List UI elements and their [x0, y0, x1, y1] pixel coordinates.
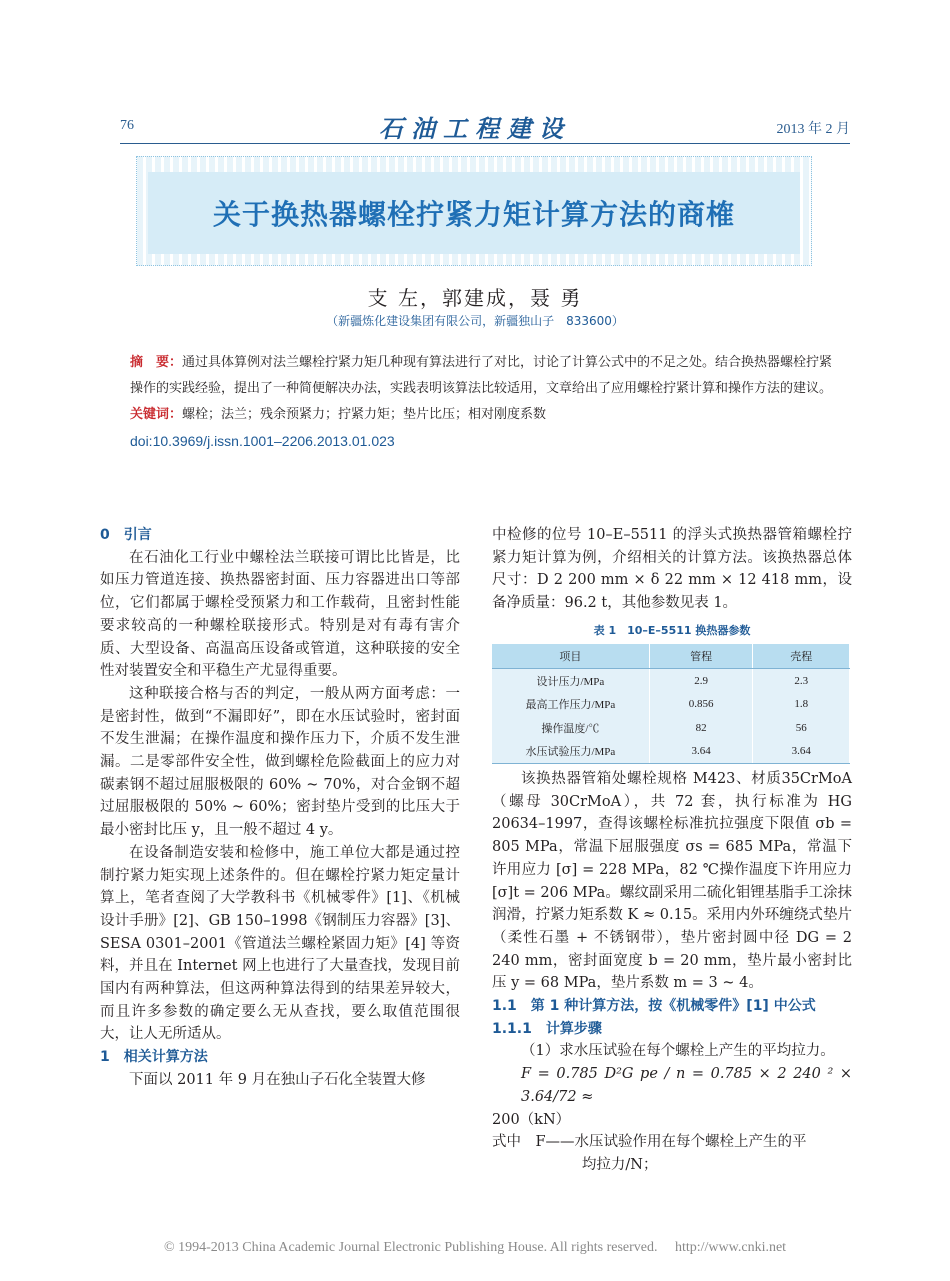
journal-name: 石油工程建设 [379, 114, 571, 143]
right-column-bottom [492, 768, 852, 1177]
table-header-cell: 项目 [492, 644, 649, 669]
paragraph: 在石油化工行业中螺栓法兰联接可谓比比皆是，比如压力管道连接、换热器密封面、压力容器进出口等部位，它们都属于螺栓受预紧力和工作载荷，且密封性能要求较高的一种螺栓联接形式。特别是对有毒有害介质、大型设备、高温高压设备或管道，这种联接的安全性对装置安全和平稳生产尤显得重要。 [100, 549, 460, 680]
formula-result: 200（kN） [492, 1111, 571, 1128]
table-header-row [492, 644, 850, 669]
table-cell: 0.856 [649, 693, 753, 717]
table-cell: 最高工作压力/MPa [492, 693, 649, 717]
table-cell: 1.8 [753, 693, 850, 717]
table-caption: 表 1 10–E–5511 换热器参数 [593, 624, 751, 637]
where-clause: 式中 F——水压试验作用在每个螺栓上产生的平 [492, 1134, 807, 1151]
table-cell: 水压试验压力/MPa [492, 740, 649, 764]
paragraph: 中检修的位号 10–E–5511 的浮头式换热器管箱螺栓拧紧力矩计算为例，介绍相关的计算方法。该换热器总体尺寸：D 2 200 mm × δ 22 mm × 12 418 mm，设备净质量：96.2 t，其他参数见表 1。 [492, 527, 852, 612]
affiliation: （新疆炼化建设集团有限公司，新疆独山子 833600） [326, 314, 624, 328]
table-cell: 操作温度/℃ [492, 716, 649, 740]
table-header-cell: 壳程 [753, 644, 850, 669]
doi-link[interactable]: doi:10.3969/j.issn.1001–2206.2013.01.023 [130, 433, 395, 449]
subsection-heading: 1.1 第 1 种计算方法，按《机械零件》[1] 中公式 [492, 998, 816, 1015]
authors: 支 左，郭建成，聂 勇 [367, 286, 583, 310]
table-cell: 56 [753, 716, 850, 740]
right-column-top [492, 524, 852, 615]
table-row [492, 740, 850, 764]
abstract [130, 350, 840, 402]
abstract-text: 通过具体算例对法兰螺栓拧紧力矩几种现有算法进行了对比，讨论了计算公式中的不足之处。结合换热器螺栓拧紧操作的实践经验，提出了一种简便解决办法，实践表明该算法比较适用，文章给出了应用螺栓拧紧计算和操作方法的建议。 [130, 355, 833, 396]
abstract-label: 摘 要： [130, 355, 183, 370]
table-cell: 3.64 [649, 740, 753, 764]
copyright-footer: © 1994-2013 China Academic Journal Electronic Publishing House. All rights reserved. http://www.cnki.net [163, 1240, 787, 1255]
title-box [148, 172, 800, 254]
keywords-text: 螺栓；法兰；残余预紧力；拧紧力矩；垫片比压；相对刚度系数 [182, 407, 547, 422]
section-heading-intro: 0 引言 [100, 527, 152, 543]
table-row [492, 693, 850, 717]
issue-date: 2013 年 2 月 [776, 122, 850, 137]
where-clause-cont: 均拉力/N； [581, 1156, 658, 1173]
keywords-label: 关键词： [130, 407, 183, 422]
table-row [492, 716, 850, 740]
page-number: 76 [120, 118, 134, 133]
section-heading-methods: 1 相关计算方法 [100, 1049, 208, 1066]
paragraph: 这种联接合格与否的判定，一般从两方面考虑：一是密封性，做到“不漏即好”，即在水压试验时，密封面不发生泄漏；在操作温度和操作压力下，介质不发生泄漏。二是零部件安全性，做到螺栓危险截面上的应力对碳素钢不超过屈服极限的 60% ~ 70%，对合金钢不超过屈服极限的 50% ~ 60%；密封垫片受到的比压大于最小密封比压 y，且一般不超过 4 y。 [100, 685, 460, 839]
subsubsection-heading: 1.1.1 计算步骤 [492, 1020, 602, 1037]
abstract-block [130, 350, 840, 454]
table-row [492, 669, 850, 693]
parameter-table [492, 644, 850, 764]
table-cell: 2.3 [753, 669, 850, 693]
formula: F = 0.785 D²G pe / n = 0.785 × 2 240 ² × 3.64/72 ≈ [521, 1066, 852, 1105]
paragraph: （1）求水压试验在每个螺栓上产生的平均拉力。 [521, 1043, 835, 1060]
keywords [130, 402, 840, 428]
paragraph: 在设备制造安装和检修中，施工单位大都是通过控制拧紧力矩实现上述条件的。但在螺栓拧紧力矩定量计算上，笔者查阅了大学教科书《机械零件》[1]、《机械设计手册》[2]、GB 150–1998《钢制压力容器》[3]、SESA 0301–2001《管道法兰螺栓紧固力矩》[4] 等资料，并且在 Internet 网上也进行了大量查找，发现目前国内有两种算法，但这两种算法得到的结果差异较大，而且许多参数的确定要么无从查找，要么取值范围很大，让人无所适从。 [100, 844, 460, 1043]
article-title: 关于换热器螺栓拧紧力矩计算方法的商榷 [212, 198, 735, 231]
header-rule [120, 143, 850, 144]
table-cell: 3.64 [753, 740, 850, 764]
paragraph: 下面以 2011 年 9 月在独山子石化全装置大修 [129, 1071, 426, 1088]
left-column [100, 524, 460, 1092]
table-header-cell: 管程 [649, 644, 753, 669]
table-cell: 2.9 [649, 669, 753, 693]
table-cell: 设计压力/MPa [492, 669, 649, 693]
paragraph: 该换热器管箱处螺栓规格 M423、材质35CrMoA（螺母 30CrMoA），共 72 套，执行标准为 HG 20634–1997，查得该螺栓标准抗拉强度下限值 σb = 805 MPa，常温下屈服强度 σs = 685 MPa，常温下许用应力 [σ] = 228 MPa，82 ℃操作温度下许用应力 [σ]t = 206 MPa。螺纹副采用二硫化钼锂基脂手工涂抹润滑，拧紧力矩系数 K ≈ 0.15。采用内外环缠绕式垫片（柔性石墨 + 不锈钢带），垫片密封圆中径 DG = 2 240 mm，密封面宽度 b = 20 mm，垫片最小密封比压 y = 68 MPa，垫片系数 m = 3 ~ 4。 [492, 771, 852, 992]
table-cell: 82 [649, 716, 753, 740]
